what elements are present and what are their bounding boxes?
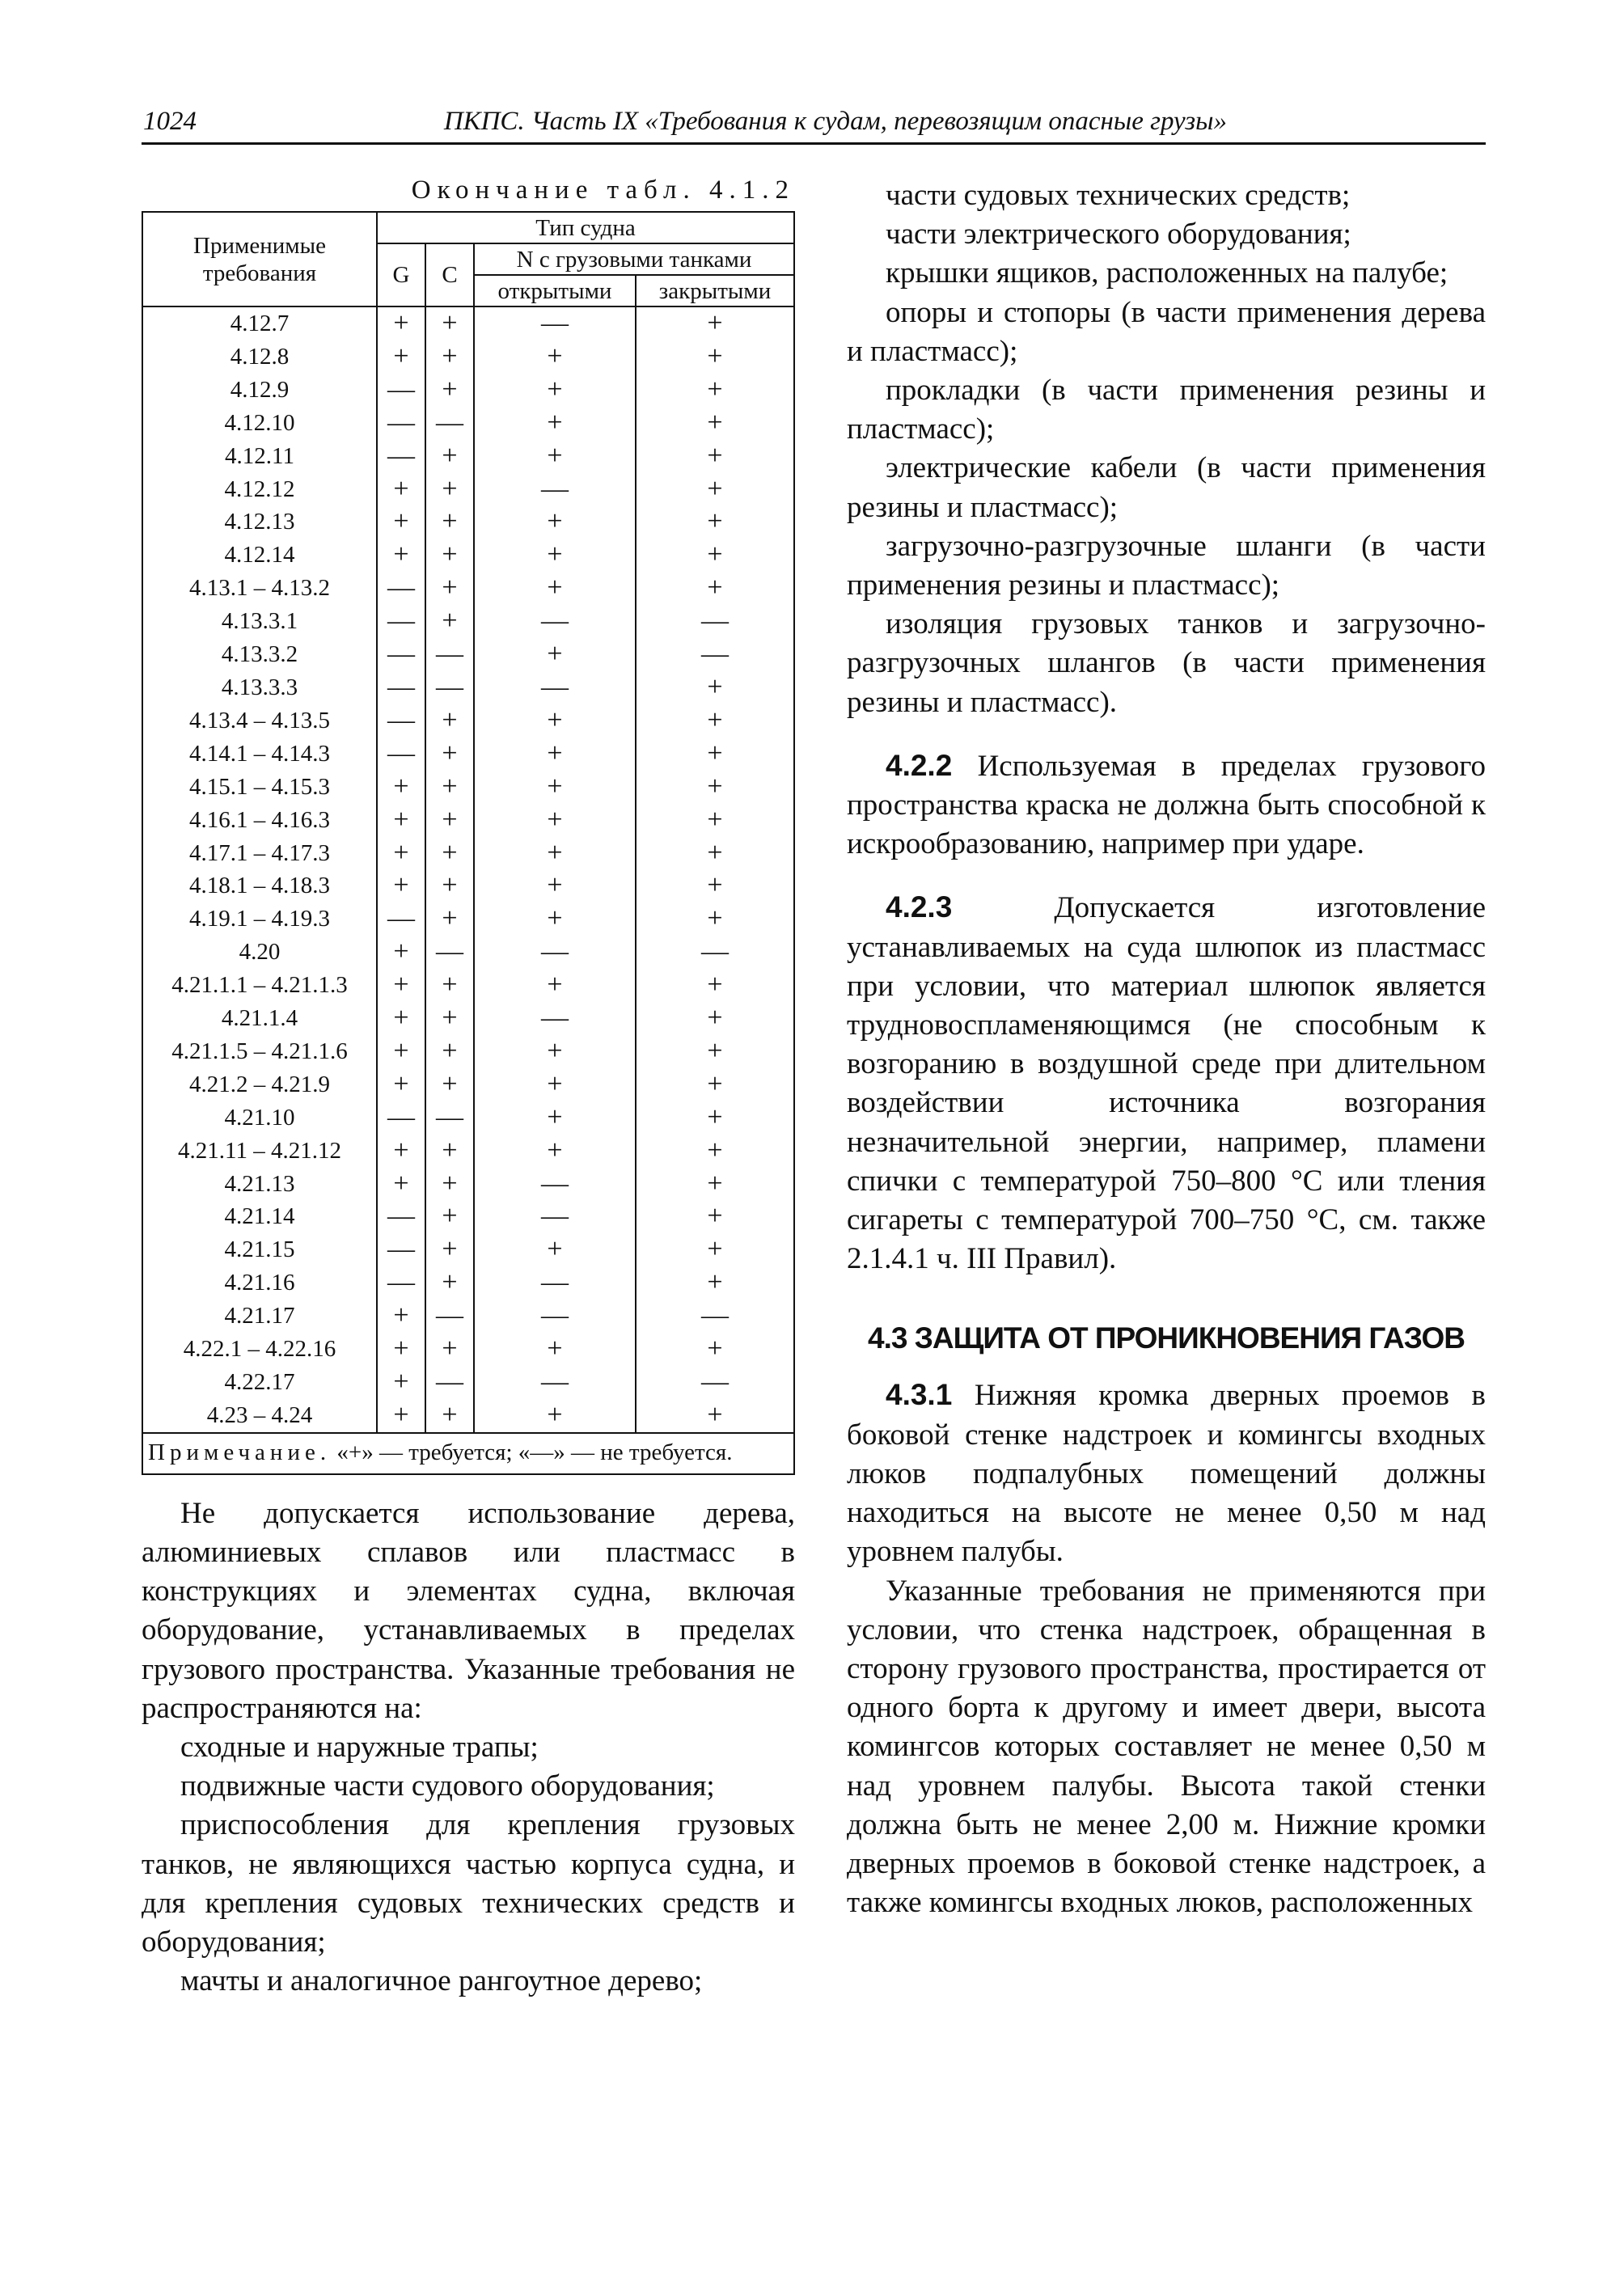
mark-cell: — [377, 902, 425, 936]
mark-cell: + [636, 374, 794, 407]
requirement-cell: 4.12.9 [142, 374, 377, 407]
requirement-cell: 4.13.3.3 [142, 671, 377, 704]
clause-text: Используемая в пределах грузового пространства краска не должна быть способной к искрообразованию, например при ударе. [847, 749, 1486, 861]
mark-cell: + [377, 505, 425, 539]
mark-cell: + [636, 738, 794, 771]
mark-cell: + [377, 473, 425, 506]
mark-cell: + [377, 1168, 425, 1201]
mark-cell: + [474, 340, 636, 374]
requirement-cell: 4.22.1 – 4.22.16 [142, 1333, 377, 1366]
mark-cell: — [377, 671, 425, 704]
requirement-cell: 4.12.12 [142, 473, 377, 506]
mark-cell: — [425, 671, 474, 704]
mark-cell: + [425, 704, 474, 738]
page-number: 1024 [143, 107, 197, 136]
mark-cell: + [474, 969, 636, 1002]
table-row [142, 936, 794, 969]
table-row [142, 306, 794, 340]
requirement-cell: 4.19.1 – 4.19.3 [142, 902, 377, 936]
mark-cell: — [636, 1366, 794, 1399]
table-row [142, 340, 794, 374]
mark-cell: + [636, 539, 794, 572]
mark-cell: + [474, 638, 636, 671]
mark-cell: + [425, 837, 474, 870]
mark-cell: + [425, 738, 474, 771]
mark-cell: + [425, 804, 474, 837]
requirement-cell: 4.21.10 [142, 1101, 377, 1135]
paragraph-4-2-3 [847, 888, 1486, 1279]
table-row [142, 638, 794, 671]
mark-cell: + [636, 572, 794, 605]
mark-cell: + [377, 1035, 425, 1068]
mark-cell: + [425, 440, 474, 473]
mark-cell: + [425, 539, 474, 572]
table-row [142, 1399, 794, 1433]
list-item: мачты и аналогичное рангоутное дерево; [180, 1964, 703, 1998]
requirement-cell: 4.13.4 – 4.13.5 [142, 704, 377, 738]
header-requirements: Применимые требования [142, 212, 377, 306]
mark-cell: + [425, 1168, 474, 1201]
mark-cell: — [377, 1101, 425, 1135]
mark-cell: + [636, 1135, 794, 1168]
list-item: сходные и наружные трапы; [180, 1731, 539, 1765]
mark-cell: + [425, 869, 474, 902]
right-column [847, 176, 1486, 1922]
list-item: части электрического оборудования; [886, 218, 1351, 252]
mark-cell: + [474, 572, 636, 605]
table-row [142, 407, 794, 440]
mark-cell: + [474, 1333, 636, 1366]
table-row [142, 440, 794, 473]
requirement-cell: 4.20 [142, 936, 377, 969]
clause-number: 4.2.2 [886, 748, 953, 782]
mark-cell: + [474, 407, 636, 440]
mark-cell: — [425, 1300, 474, 1333]
mark-cell: + [474, 704, 636, 738]
mark-cell: — [377, 440, 425, 473]
requirement-cell: 4.12.8 [142, 340, 377, 374]
mark-cell: + [377, 1366, 425, 1399]
mark-cell: — [377, 374, 425, 407]
requirement-cell: 4.21.16 [142, 1266, 377, 1300]
mark-cell: — [636, 936, 794, 969]
mark-cell: — [377, 407, 425, 440]
requirement-cell: 4.12.13 [142, 505, 377, 539]
table-row [142, 771, 794, 804]
mark-cell: + [474, 505, 636, 539]
mark-cell: + [636, 473, 794, 506]
mark-cell: — [474, 1366, 636, 1399]
requirement-cell: 4.21.1.5 – 4.21.1.6 [142, 1035, 377, 1068]
table-row [142, 1168, 794, 1201]
mark-cell: + [636, 1333, 794, 1366]
header-ship-type: Тип судна [377, 212, 794, 243]
mark-cell: — [636, 1300, 794, 1333]
table-row [142, 902, 794, 936]
mark-cell: + [636, 505, 794, 539]
mark-cell: — [474, 306, 636, 340]
requirement-cell: 4.15.1 – 4.15.3 [142, 771, 377, 804]
table-row [142, 1266, 794, 1300]
mark-cell: — [425, 407, 474, 440]
running-title: ПКПС. Часть IX «Требования к судам, перевозящим опасные грузы» [443, 107, 1227, 136]
mark-cell: + [474, 539, 636, 572]
table-row [142, 704, 794, 738]
list-item: опоры и стопоры (в части применения дерева и пластмасс); [847, 295, 1486, 368]
mark-cell: + [425, 340, 474, 374]
mark-cell: + [636, 340, 794, 374]
requirement-cell: 4.21.1.4 [142, 1002, 377, 1035]
table-row [142, 671, 794, 704]
mark-cell: — [377, 638, 425, 671]
table-row [142, 1366, 794, 1399]
requirement-cell: 4.18.1 – 4.18.3 [142, 869, 377, 902]
list-item: подвижные части судового оборудования; [180, 1769, 715, 1803]
header-open: открытыми [474, 275, 636, 306]
mark-cell: + [474, 1068, 636, 1101]
table-row [142, 539, 794, 572]
left-intro-paragraph: Не допускается использование дерева, алюминиевых сплавов или пластмасс в конструкциях и элементах судна, включая оборудование, устанавливаемых в пределах грузового пространства. Указанные требования не распространяются на: [142, 1496, 795, 1725]
paragraph-4-2-2 [847, 746, 1486, 864]
mark-cell: — [425, 936, 474, 969]
mark-cell: + [425, 969, 474, 1002]
mark-cell: + [474, 837, 636, 870]
table-row [142, 1135, 794, 1168]
table-row [142, 505, 794, 539]
mark-cell: + [636, 969, 794, 1002]
mark-cell: + [425, 1399, 474, 1433]
mark-cell: + [425, 605, 474, 638]
mark-cell: + [425, 771, 474, 804]
table-row [142, 804, 794, 837]
mark-cell: — [474, 473, 636, 506]
mark-cell: + [636, 1068, 794, 1101]
mark-cell: + [636, 804, 794, 837]
clause-number: 4.3.1 [886, 1378, 953, 1412]
mark-cell: + [636, 440, 794, 473]
list-item: загрузочно-разгрузочные шланги (в части применения резины и пластмасс); [847, 529, 1486, 602]
table-row [142, 1068, 794, 1101]
mark-cell: — [425, 638, 474, 671]
requirement-cell: 4.12.14 [142, 539, 377, 572]
mark-cell: + [636, 671, 794, 704]
mark-cell: — [377, 704, 425, 738]
mark-cell: + [425, 1233, 474, 1266]
mark-cell: + [474, 1233, 636, 1266]
mark-cell: + [636, 869, 794, 902]
requirement-cell: 4.13.3.2 [142, 638, 377, 671]
requirement-cell: 4.21.2 – 4.21.9 [142, 1068, 377, 1101]
mark-cell: + [474, 869, 636, 902]
mark-cell: + [474, 1399, 636, 1433]
mark-cell: + [474, 374, 636, 407]
mark-cell: + [636, 1002, 794, 1035]
mark-cell: + [636, 407, 794, 440]
mark-cell: + [636, 1200, 794, 1233]
mark-cell: + [377, 804, 425, 837]
requirement-cell: 4.21.11 – 4.21.12 [142, 1135, 377, 1168]
mark-cell: + [377, 771, 425, 804]
mark-cell: — [425, 1101, 474, 1135]
list-item: приспособления для крепления грузовых танков, не являющихся частью корпуса судна, и для крепления судовых технических средств и оборудования; [142, 1808, 795, 1959]
mark-cell: + [636, 306, 794, 340]
mark-cell: + [636, 1168, 794, 1201]
clause-text: Допускается изготовление устанавливаемых на суда шлюпок из пластмасс при условии, что материал шлюпок является трудновоспламеняющимся (не способным к возгоранию в воздушной среде при длительном воздействии источника возгорания незначительной энергии, например, пламени спички с температурой 750–800 °С или тления сигареты с температурой 700–750 °С, см. также 2.1.4.1 ч. III Правил). [847, 891, 1486, 1276]
mark-cell: + [377, 837, 425, 870]
mark-cell: + [636, 1101, 794, 1135]
paragraph-4-3-1-continued: Указанные требования не применяются при условии, что стенка надстроек, обращенная в сторону грузового пространства, простирается от одного борта к другому и имеет двери, высота комингсов которых составляет не менее 0,50 м над уровнем палубы. Высота такой стенки должна быть не менее 2,00 м. Нижние кромки дверных проемов в боковой стенке надстроек, а также комингсы входных люков, расположенных [847, 1574, 1486, 1920]
mark-cell: + [425, 1068, 474, 1101]
clause-text: Нижняя кромка дверных проемов в боковой стенке надстроек и комингсы входных люков подпалубных помещений должны находиться на высоте не менее 0,50 м над уровнем палубы. [847, 1379, 1486, 1569]
mark-cell: — [636, 638, 794, 671]
requirement-cell: 4.23 – 4.24 [142, 1399, 377, 1433]
mark-cell: — [474, 1002, 636, 1035]
table-row [142, 605, 794, 638]
requirement-cell: 4.14.1 – 4.14.3 [142, 738, 377, 771]
note-text: «+» — требуется; «—» — не требуется. [336, 1439, 733, 1465]
table-caption: Окончание табл. 4.1.2 [411, 175, 795, 205]
mark-cell: + [377, 306, 425, 340]
requirement-cell: 4.13.1 – 4.13.2 [142, 572, 377, 605]
mark-cell: + [377, 1068, 425, 1101]
note-label: Примечание. [148, 1439, 332, 1465]
clause-number: 4.2.3 [886, 890, 953, 924]
list-item: крышки ящиков, расположенных на палубе; [886, 256, 1448, 290]
mark-cell: + [377, 1399, 425, 1433]
table-row [142, 869, 794, 902]
table-row [142, 572, 794, 605]
table-row [142, 374, 794, 407]
mark-cell: — [377, 1266, 425, 1300]
header-c: C [425, 243, 474, 306]
mark-cell: + [474, 771, 636, 804]
table-row [142, 1333, 794, 1366]
requirement-cell: 4.21.15 [142, 1233, 377, 1266]
mark-cell: + [474, 738, 636, 771]
list-item: прокладки (в части применения резины и пластмасс); [847, 374, 1486, 446]
requirement-cell: 4.17.1 – 4.17.3 [142, 837, 377, 870]
mark-cell: + [636, 1399, 794, 1433]
mark-cell: + [377, 1333, 425, 1366]
mark-cell: — [425, 1366, 474, 1399]
mark-cell: — [474, 605, 636, 638]
mark-cell: + [636, 704, 794, 738]
mark-cell: — [377, 738, 425, 771]
mark-cell: + [377, 936, 425, 969]
mark-cell: + [425, 1135, 474, 1168]
mark-cell: + [425, 572, 474, 605]
paragraph-4-3-1 [847, 1376, 1486, 1571]
mark-cell: + [636, 1266, 794, 1300]
header-closed: закрытыми [636, 275, 794, 306]
mark-cell: + [474, 804, 636, 837]
mark-cell: + [425, 306, 474, 340]
table-row [142, 1200, 794, 1233]
mark-cell: + [377, 539, 425, 572]
header-g: G [377, 243, 425, 306]
mark-cell: — [377, 572, 425, 605]
requirement-cell: 4.21.17 [142, 1300, 377, 1333]
mark-cell: + [636, 771, 794, 804]
mark-cell: — [377, 605, 425, 638]
mark-cell: + [474, 1101, 636, 1135]
mark-cell: — [474, 1168, 636, 1201]
mark-cell: + [636, 902, 794, 936]
mark-cell: — [474, 671, 636, 704]
table-row [142, 738, 794, 771]
table-row [142, 1233, 794, 1266]
mark-cell: + [425, 902, 474, 936]
mark-cell: — [636, 605, 794, 638]
mark-cell: + [425, 505, 474, 539]
table-row [142, 837, 794, 870]
mark-cell: — [474, 1266, 636, 1300]
table-row [142, 1035, 794, 1068]
requirements-table [142, 211, 795, 1434]
mark-cell: + [425, 1333, 474, 1366]
mark-cell: — [474, 936, 636, 969]
page-header [142, 104, 1486, 145]
table-row [142, 473, 794, 506]
requirement-cell: 4.21.14 [142, 1200, 377, 1233]
mark-cell: — [474, 1300, 636, 1333]
mark-cell: + [474, 1135, 636, 1168]
table-row [142, 1300, 794, 1333]
mark-cell: + [636, 1035, 794, 1068]
mark-cell: + [425, 1035, 474, 1068]
requirement-cell: 4.12.10 [142, 407, 377, 440]
mark-cell: + [474, 440, 636, 473]
mark-cell: + [636, 837, 794, 870]
requirement-cell: 4.22.17 [142, 1366, 377, 1399]
mark-cell: + [377, 1300, 425, 1333]
requirement-cell: 4.13.3.1 [142, 605, 377, 638]
mark-cell: + [425, 1200, 474, 1233]
header-n: N с грузовыми танками [474, 243, 794, 275]
table-row [142, 1002, 794, 1035]
mark-cell: + [377, 1135, 425, 1168]
requirement-cell: 4.12.7 [142, 306, 377, 340]
requirement-cell: 4.16.1 – 4.16.3 [142, 804, 377, 837]
mark-cell: — [377, 1233, 425, 1266]
mark-cell: + [425, 473, 474, 506]
mark-cell: + [425, 1002, 474, 1035]
mark-cell: + [425, 374, 474, 407]
mark-cell: + [425, 1266, 474, 1300]
mark-cell: — [474, 1200, 636, 1233]
mark-cell: + [377, 869, 425, 902]
section-heading: 4.3 ЗАЩИТА ОТ ПРОНИКНОВЕНИЯ ГАЗОВ [868, 1321, 1465, 1355]
mark-cell: + [636, 1233, 794, 1266]
requirement-cell: 4.21.1.1 – 4.21.1.3 [142, 969, 377, 1002]
table-row [142, 1101, 794, 1135]
mark-cell: + [377, 340, 425, 374]
mark-cell: + [474, 1035, 636, 1068]
list-item: части судовых технических средств; [886, 179, 1351, 212]
mark-cell: + [377, 1002, 425, 1035]
list-item: изоляция грузовых танков и загрузочно-разгрузочных шлангов (в части применения резины и пластмасс). [847, 607, 1486, 719]
mark-cell: + [377, 969, 425, 1002]
list-item: электрические кабели (в части применения резины и пластмасс); [847, 451, 1486, 524]
table-row [142, 969, 794, 1002]
requirement-cell: 4.21.13 [142, 1168, 377, 1201]
requirement-cell: 4.12.11 [142, 440, 377, 473]
mark-cell: + [474, 902, 636, 936]
table-note [142, 1434, 795, 1475]
left-column [142, 174, 795, 2001]
mark-cell: — [377, 1200, 425, 1233]
